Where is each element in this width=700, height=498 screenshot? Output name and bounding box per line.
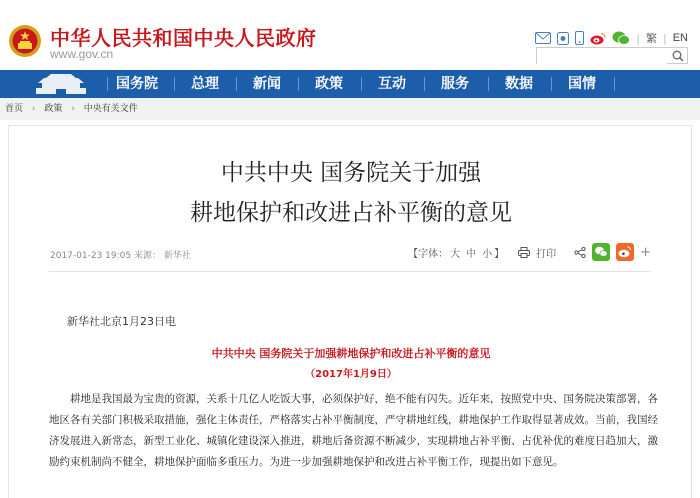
article-tools — [408, 243, 651, 261]
lang-english-link[interactable]: EN — [672, 32, 688, 44]
font-size-small-button[interactable]: 小 — [482, 248, 493, 260]
print-button[interactable]: 打印 — [536, 248, 557, 260]
nav-item-data[interactable]: 数据 — [505, 76, 533, 92]
font-size-medium-button[interactable]: 中 — [466, 248, 477, 260]
chevron-right-icon: › — [71, 104, 75, 114]
share-icon[interactable] — [574, 247, 586, 258]
mobile-icon[interactable] — [575, 31, 584, 45]
nav-item-premier[interactable]: 总理 — [191, 76, 219, 92]
national-emblem-icon[interactable] — [8, 24, 42, 58]
wechat-share-icon[interactable] — [592, 243, 610, 261]
document-date: （2017年1月9日） — [305, 369, 397, 380]
site-url: www.gov.cn — [50, 47, 114, 61]
mail-icon[interactable] — [535, 32, 551, 44]
paragraph: 耕地是我国最为宝贵的资源，关系十几亿人吃饭大事，必须保护好，绝不能有闪失。近年来，按照党中央、国务院决策部署，各地区各有关部门积极采取措施，强化主体责任，严格落实占补平衡制度，严守耕地红线，耕地保护工作取得显著成效。当前，我国经济发展进入新常态，新型工业化、城镇化建设深入推进，耕地后备资源不断减少，实现耕地占补平衡、占优补优的难度日趋加大，激励约束机制尚不健全，耕地保护面临多重压力。为进一步加强耕地保护和改进占补平衡工作，现提出如下意见。 — [49, 393, 658, 468]
weibo-icon[interactable] — [590, 32, 606, 45]
top-links — [535, 30, 688, 46]
more-share-button[interactable]: + — [640, 244, 651, 260]
nav-item-news[interactable]: 新闻 — [253, 76, 281, 92]
search-icon[interactable] — [672, 50, 684, 62]
breadcrumb-home[interactable]: 首页 — [5, 104, 24, 114]
search-box — [536, 47, 688, 64]
nav-divider — [614, 77, 615, 91]
site-header — [0, 0, 700, 68]
divider: | — [636, 31, 640, 45]
breadcrumb — [0, 98, 700, 120]
article-dateline: 新华社北京1月23日电 — [67, 315, 176, 328]
chevron-right-icon: › — [31, 104, 36, 114]
app-icon[interactable] — [557, 32, 569, 45]
breadcrumb-policy[interactable]: 政策 — [44, 104, 63, 114]
nav-item-policy[interactable]: 政策 — [315, 76, 343, 92]
wechat-icon[interactable] — [612, 31, 630, 45]
document-title: 中共中央 国务院关于加强耕地保护和改进占补平衡的意见 — [211, 347, 491, 360]
article-body — [49, 389, 659, 473]
tiananmen-home-icon[interactable] — [26, 72, 96, 96]
font-size-end: 】 — [494, 248, 505, 260]
divider: | — [663, 31, 667, 45]
weibo-share-icon[interactable] — [616, 243, 634, 261]
font-size-large-button[interactable]: 大 — [450, 248, 461, 260]
search-input[interactable] — [537, 53, 667, 68]
nav-item-national-info[interactable]: 国情 — [568, 76, 596, 92]
font-size-label: 【字体： — [408, 248, 449, 260]
article-title-line2: 耕地保护和改进占补平衡的意见 — [190, 200, 512, 226]
lang-traditional-link[interactable]: 繁 — [646, 33, 657, 45]
nav-item-interaction[interactable]: 互动 — [378, 76, 406, 92]
nav-item-services[interactable]: 服务 — [441, 76, 469, 92]
nav-item-state-council[interactable]: 国务院 — [116, 76, 158, 92]
article-meta: 2017-01-23 19:05 来源： 新华社 — [50, 251, 191, 261]
article-title-line1: 中共中央 国务院关于加强 — [220, 160, 482, 186]
site-title[interactable]: 中华人民共和国中央人民政府 — [50, 26, 317, 50]
print-icon[interactable] — [518, 247, 530, 258]
article — [8, 125, 692, 498]
divider — [49, 271, 651, 272]
breadcrumb-central-documents[interactable]: 中央有关文件 — [83, 104, 138, 114]
main-nav — [0, 70, 700, 98]
